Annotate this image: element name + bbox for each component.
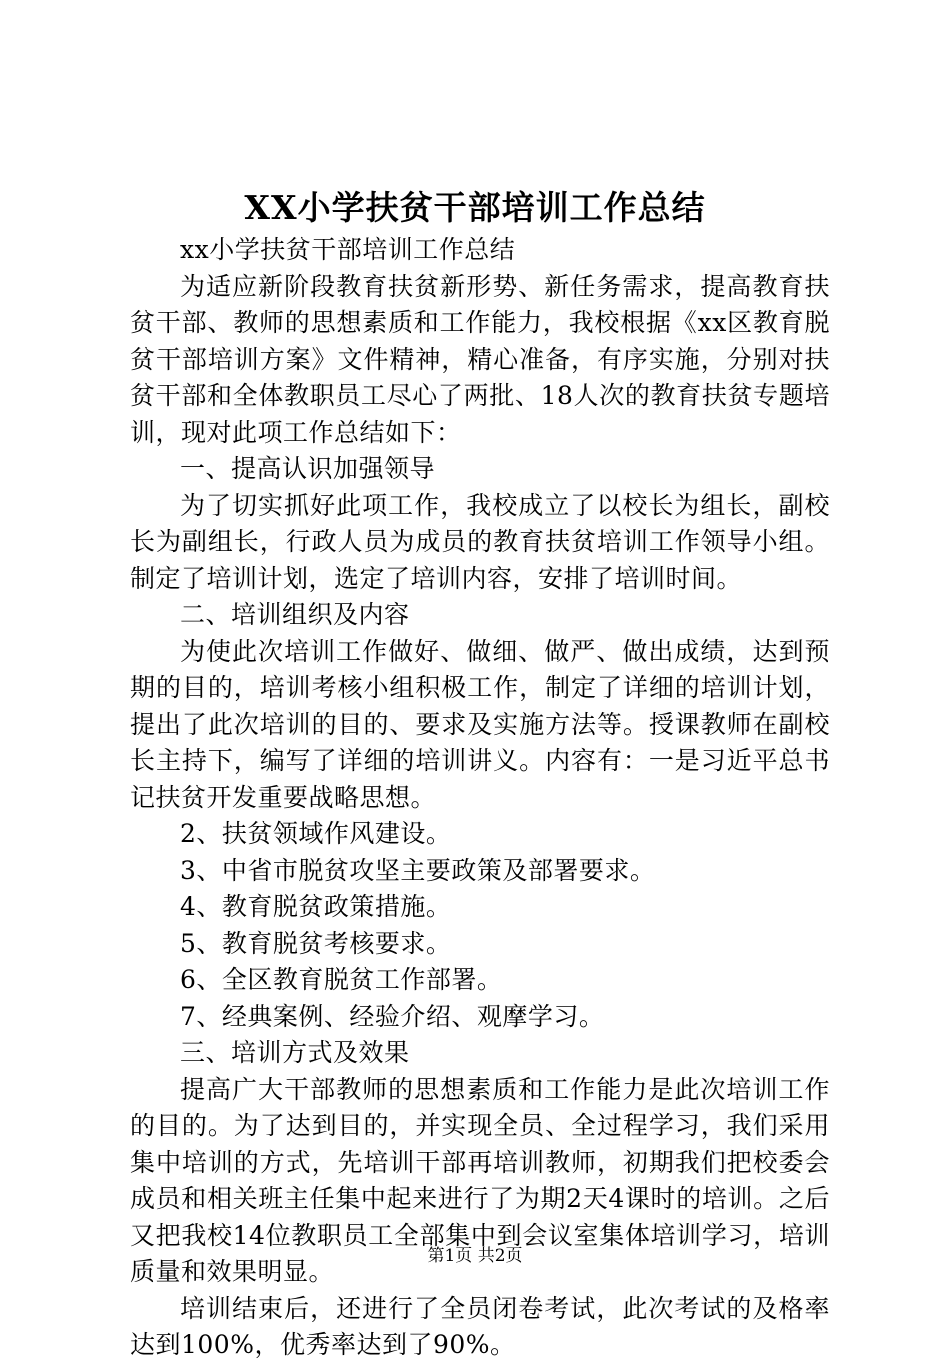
- document-title: XX小学扶贫干部培训工作总结: [244, 188, 706, 227]
- list-item-2: 2、扶贫领域作风建设。: [180, 819, 452, 848]
- section-heading-2: 二、培训组织及内容: [180, 600, 410, 629]
- section-heading-1: 一、提高认识加强领导: [180, 454, 436, 483]
- list-item-6: 6、全区教育脱贫工作部署。: [180, 965, 503, 994]
- body-paragraph-leadership: 为了切实抓好此项工作，我校成立了以校长为组长，副校长为副组长，行政人员为成员的教育扶贫培训工作领导小组。制定了培训计划，选定了培训内容，安排了培训时间。: [130, 490, 830, 593]
- section-heading-3: 三、培训方式及效果: [180, 1038, 410, 1067]
- body-paragraph-organization: 为使此次培训工作做好、做细、做严、做出成绩，达到预期的目的，培训考核小组积极工作，制定了详细的培训计划，提出了此次培训的目的、要求及实施方法等。授课教师在副校长主持下，编写了详细的培训讲义。内容有：一是习近平总书记扶贫开发重要战略思想。: [130, 636, 830, 812]
- list-item-3: 3、中省市脱贫攻坚主要政策及部署要求。: [180, 855, 656, 885]
- body-paragraph-exam: 培训结束后，还进行了全员闭卷考试，此次考试的及格率达到100%，优秀率达到了90%。: [130, 1293, 830, 1359]
- page-number-footer: 第1页 共2页: [427, 1246, 523, 1266]
- body-paragraph-subtitle: xx小学扶贫干部培训工作总结: [180, 235, 516, 264]
- list-item-5: 5、教育脱贫考核要求。: [180, 928, 452, 958]
- body-paragraph-intro: 为适应新阶段教育扶贫新形势、新任务需求，提高教育扶贫干部、教师的思想素质和工作能力，我校根据《xx区教育脱贫干部培训方案》文件精神，精心准备，有序实施，分别对扶贫干部和全体教职员工尽心了两批、18人次的教育扶贫专题培训，现对此项工作总结如下：: [130, 271, 830, 447]
- body-paragraph-method: 提高广大干部教师的思想素质和工作能力是此次培训工作的目的。为了达到目的，并实现全员、全过程学习，我们采用集中培训的方式，先培训干部再培训教师，初期我们把校委会成员和相关班主任集中起来进行了为期2天4课时的培训。之后又把我校14位教职员工全部集中到会议室集体培训学习，培训质量和效果明显。: [130, 1074, 830, 1286]
- list-item-4: 4、教育脱贫政策措施。: [180, 892, 452, 921]
- document-body: [130, 232, 830, 1364]
- list-item-7: 7、经典案例、经验介绍、观摩学习。: [180, 1001, 605, 1031]
